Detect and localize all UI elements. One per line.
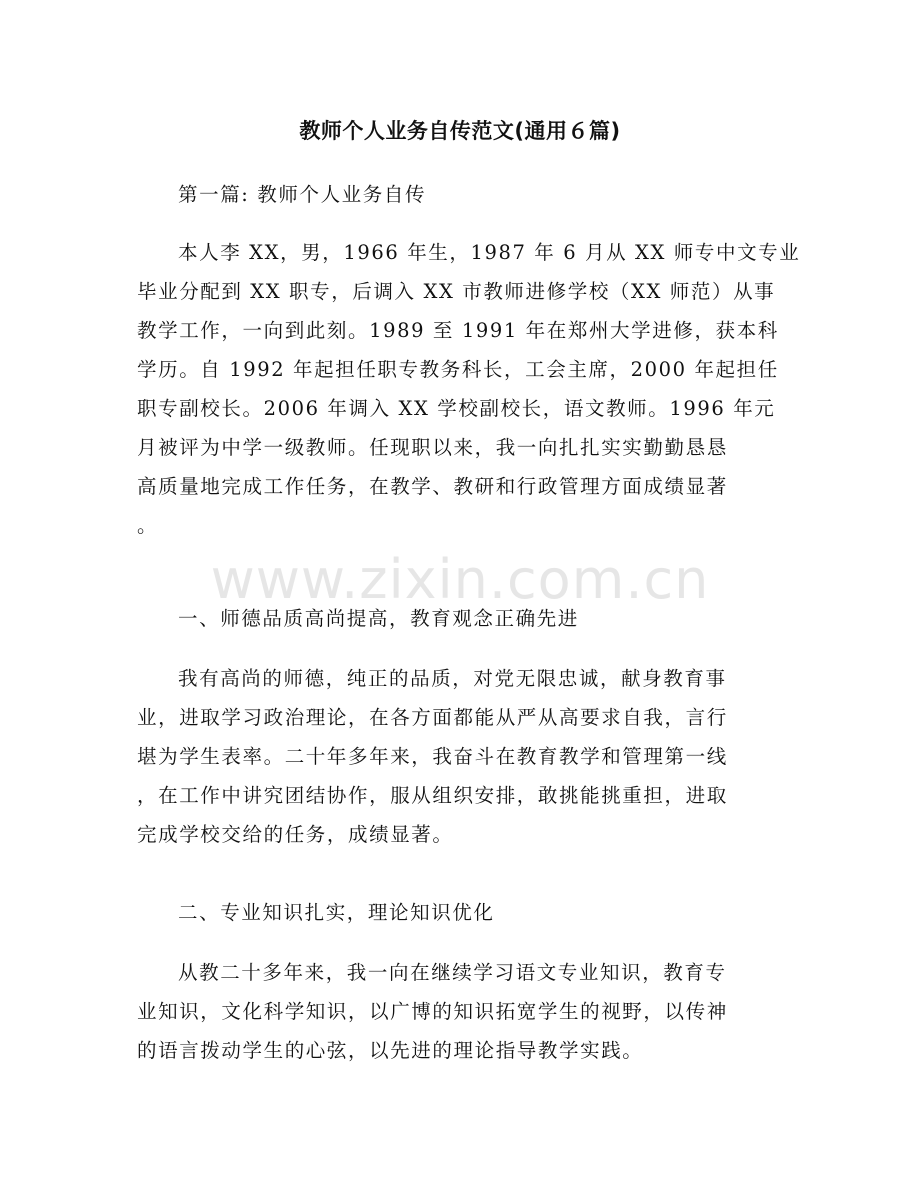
paragraph-line: 教学工作，一向到此刻。1989 至 1991 年在郑州大学进修，获本科: [137, 319, 779, 342]
paragraph-line: 业知识，文化科学知识，以广博的知识拓宽学生的视野，以传神: [137, 1000, 728, 1023]
paragraph-line: 职专副校长。2006 年调入 XX 学校副校长，语文教师。1996 年元: [137, 397, 776, 420]
section-heading-first: [137, 175, 787, 214]
paragraph-line: 的语言拨动学生的心弦，以先进的理论指导教学实践。: [137, 1039, 644, 1062]
heading-knowledge-text: 二、专业知识扎实，理论知识优化: [178, 901, 495, 924]
heading-ethics: [137, 599, 787, 638]
paragraph-knowledge: [137, 953, 787, 1070]
paragraph-ethics: [137, 659, 787, 854]
paragraph-line: 堪为学生表率。二十年多年来，我奋斗在教育教学和管理第一线: [137, 745, 728, 768]
heading-knowledge: [137, 893, 787, 932]
paragraph-line: 完成学校交给的任务，成绩显著。: [137, 823, 454, 846]
heading-ethics-text: 一、师德品质高尚提高，教育观念正确先进: [178, 607, 579, 630]
paragraph-line: ，在工作中讲究团结协作，服从组织安排，敢挑能挑重担，进取: [137, 784, 728, 807]
section-heading-text: 第一篇: 教师个人业务自传: [178, 183, 427, 206]
paragraph-line: 高质量地完成工作任务，在教学、教研和行政管理方面成绩显著: [137, 475, 728, 498]
paragraph-line: 学历。自 1992 年起担任职专教务科长，工会主席，2000 年起担任: [137, 358, 779, 381]
site-watermark: www.zixin.com.cn: [210, 548, 710, 611]
paragraph-line: 。: [137, 514, 159, 537]
document-title: 教师个人业务自传范文(通用６篇): [299, 119, 621, 143]
paragraph-line: 月被评为中学一级教师。任现职以来，我一向扎扎实实勤勤恳恳: [137, 436, 728, 459]
paragraph-bio: [137, 233, 801, 545]
paragraph-line: 从教二十多年来，我一向在继续学习语文专业知识，教育专: [178, 961, 727, 984]
paragraph-line: 业，进取学习政治理论，在各方面都能从严从高要求自我，言行: [137, 706, 728, 729]
paragraph-line: 毕业分配到 XX 职专，后调入 XX 市教师进修学校（XX 师范）从事: [137, 280, 776, 303]
paragraph-line: 我有高尚的师德，纯正的品质，对党无限忠诚，献身教育事: [178, 667, 727, 690]
paragraph-line: 本人李 XX，男，1966 年生，1987 年 6 月从 XX 师专中文专业: [178, 241, 801, 264]
